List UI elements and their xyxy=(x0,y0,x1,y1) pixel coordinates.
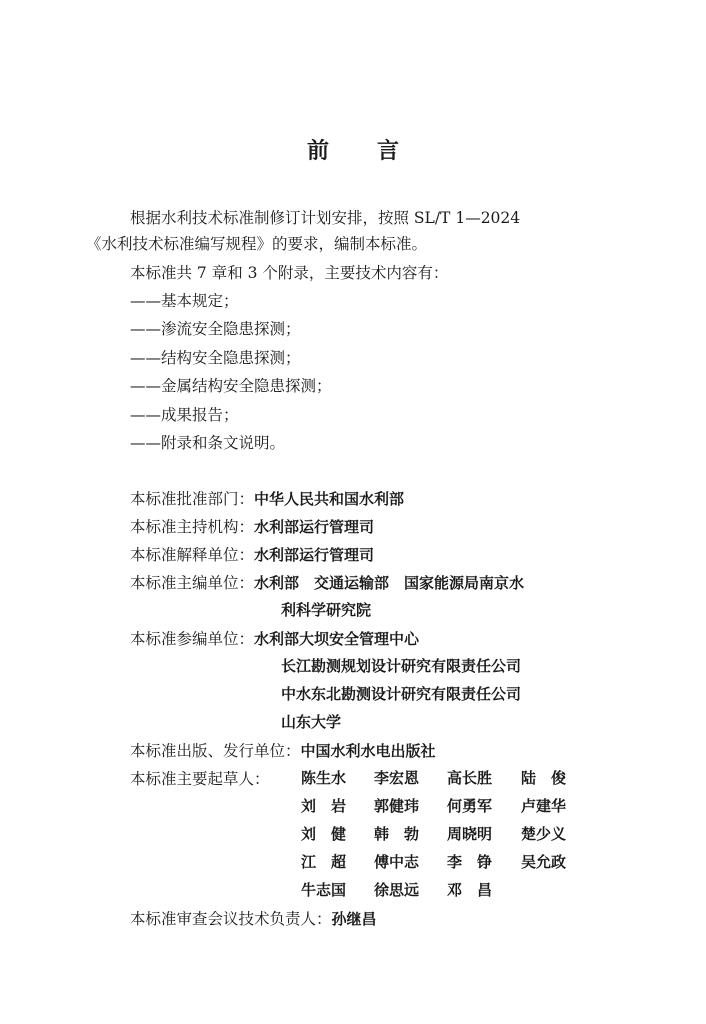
drafter-name: 陆 俊 xyxy=(521,769,567,787)
participating-unit: 水利部大坝安全管理中心 xyxy=(254,630,420,648)
drafter-name: 徐思远 xyxy=(374,881,420,899)
list-item: ——附录和条文说明。 xyxy=(130,433,286,452)
participating-unit: 长江勘测规划设计研究有限责任公司 xyxy=(281,657,522,675)
chief-units-row xyxy=(130,571,524,593)
drafter-name: 楚少义 xyxy=(521,825,567,843)
participating-label: 本标准参编单位： xyxy=(130,630,255,648)
chief-units-label: 本标准主编单位： xyxy=(130,574,255,592)
drafter-name: 傅中志 xyxy=(374,853,420,871)
drafter-name: 江 超 xyxy=(301,853,347,871)
drafter-name: 邓 昌 xyxy=(447,881,493,899)
publisher-value: 中国水利水电出版社 xyxy=(300,742,436,760)
drafter-name: 刘 岩 xyxy=(301,797,347,815)
participating-row xyxy=(130,627,419,649)
interpret-row xyxy=(130,543,374,565)
reviewer-row xyxy=(130,907,377,929)
intro-line-2: 《水利技术标准编写规程》的要求，编制本标准。 xyxy=(86,235,428,253)
list-item: ——基本规定； xyxy=(130,292,239,310)
list-item: ——渗流安全隐患探测； xyxy=(130,320,301,339)
interpret-value: 水利部运行管理司 xyxy=(254,546,375,564)
list-item: ——金属结构安全隐患探测； xyxy=(130,377,332,396)
title-char-left: 前 xyxy=(306,139,329,164)
drafter-name: 陈生水 xyxy=(301,769,347,787)
page-title xyxy=(0,134,706,165)
drafter-name: 郭健玮 xyxy=(374,797,420,815)
approval-row xyxy=(130,487,404,509)
drafter-name: 李宏恩 xyxy=(374,769,420,787)
approval-value: 中华人民共和国水利部 xyxy=(254,490,405,508)
publisher-row xyxy=(130,739,436,761)
intro-line-3: 本标准共 7 章和 3 个附录，主要技术内容有： xyxy=(130,264,449,282)
host-value: 水利部运行管理司 xyxy=(254,518,375,536)
drafter-name: 卢建华 xyxy=(521,797,567,815)
reviewer-value: 孙继昌 xyxy=(331,910,377,928)
list-item: ——结构安全隐患探测； xyxy=(130,348,301,367)
participating-unit: 山东大学 xyxy=(281,713,342,731)
reviewer-label: 本标准审查会议技术负责人： xyxy=(130,910,332,928)
chief-units-line-2: 利科学研究院 xyxy=(281,601,372,619)
drafters-row xyxy=(130,767,270,789)
drafter-name: 牛志国 xyxy=(301,881,347,899)
drafter-name: 韩 勃 xyxy=(374,825,420,843)
drafter-name: 何勇军 xyxy=(447,797,493,815)
drafter-name: 李 铮 xyxy=(447,853,493,871)
participating-unit: 中水东北勘测设计研究有限责任公司 xyxy=(281,685,522,703)
interpret-label: 本标准解释单位： xyxy=(130,546,255,564)
publisher-label: 本标准出版、发行单位： xyxy=(130,742,301,760)
title-char-right: 言 xyxy=(377,139,400,164)
approval-label: 本标准批准部门： xyxy=(130,490,255,508)
host-row xyxy=(130,515,374,537)
host-label: 本标准主持机构： xyxy=(130,518,255,536)
drafter-name: 周晓明 xyxy=(447,825,493,843)
drafter-name: 高长胜 xyxy=(447,769,493,787)
list-item: ——成果报告； xyxy=(130,405,239,424)
contents-list xyxy=(130,287,332,457)
drafters-label: 本标准主要起草人： xyxy=(130,770,270,788)
drafter-name: 刘 健 xyxy=(301,825,347,843)
intro-line-1: 根据水利技术标准制修订计划安排，按照 SL/T 1—2024 xyxy=(130,209,521,227)
chief-units-line-1: 水利部 交通运输部 国家能源局南京水 xyxy=(254,574,525,592)
drafter-name: 吴允政 xyxy=(521,853,567,871)
